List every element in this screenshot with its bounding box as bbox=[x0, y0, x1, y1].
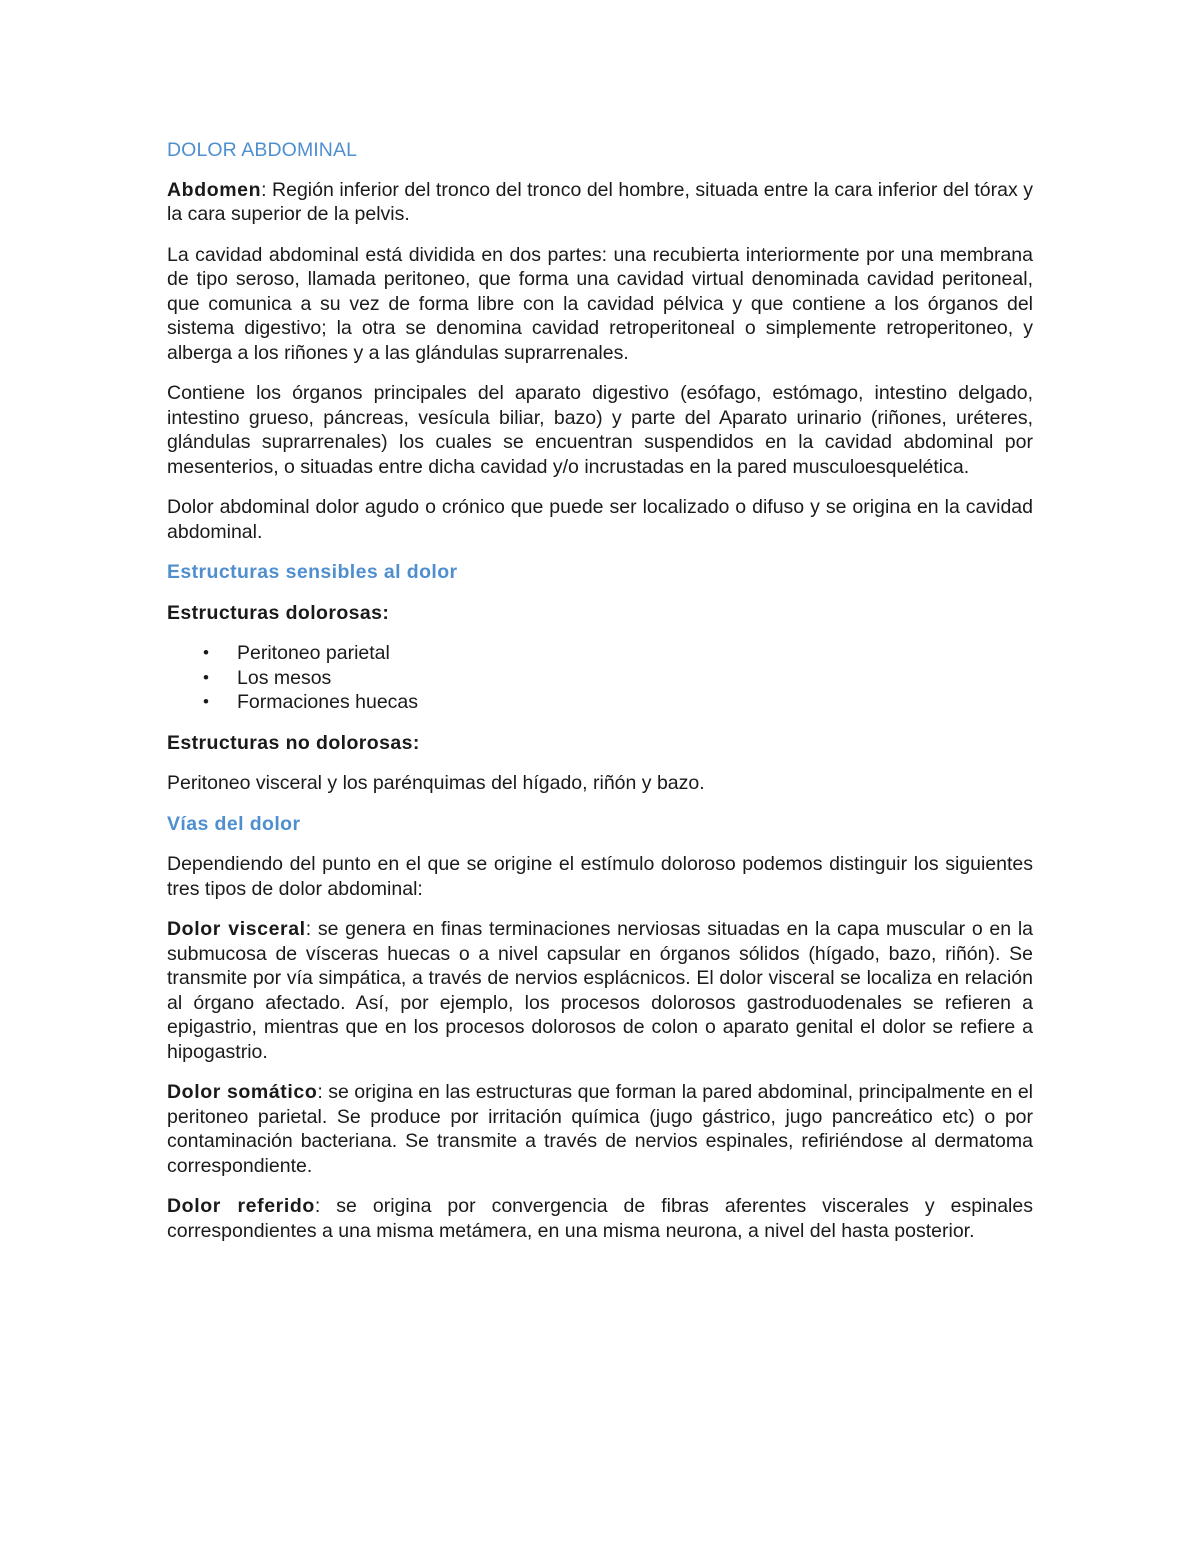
subheading-estructuras-no-dolorosas: Estructuras no dolorosas: bbox=[167, 731, 420, 754]
bullet-icon: • bbox=[203, 692, 209, 711]
paragraph-dolor-abdominal: Dolor abdominal dolor agudo o crónico que puede ser localizado o difuso y se origina en la cavidad abdominal. bbox=[167, 496, 1033, 543]
term-dolor-visceral: Dolor visceral bbox=[167, 918, 306, 940]
dolor-somatico-text: : se origina en las estructuras que forman la pared abdominal, principalmente en el peritoneo parietal. Se produce por irritación química (jugo gástrico, jugo pancreático etc) o por contaminación bacteriana. Se transmite a través de nervios espinales, refiriéndose al dermatoma correspondiente. bbox=[167, 1081, 1033, 1177]
term-dolor-somatico: Dolor somático bbox=[167, 1081, 318, 1103]
bullet-list-dolorosas bbox=[167, 641, 1033, 715]
list-item bbox=[167, 690, 1033, 715]
term-abdomen: Abdomen bbox=[167, 178, 262, 201]
paragraph-no-dolorosas: Peritoneo visceral y los parénquimas del hígado, riñón y bazo. bbox=[167, 772, 705, 794]
subheading-estructuras-dolorosas: Estructuras dolorosas: bbox=[167, 601, 390, 624]
document-title: DOLOR ABDOMINAL bbox=[167, 139, 358, 161]
paragraph-dependiendo: Dependiendo del punto en el que se origine el estímulo doloroso podemos distinguir los siguientes tres tipos de dolor abdominal: bbox=[167, 853, 1033, 900]
list-item-text: Los mesos bbox=[237, 666, 332, 689]
paragraph-dolor-referido bbox=[167, 1194, 1033, 1243]
paragraph-dolor-visceral bbox=[167, 917, 1033, 1064]
paragraph-contiene: Contiene los órganos principales del aparato digestivo (esófago, estómago, intestino delgado, intestino grueso, páncreas, vesícula biliar, bazo) y parte del Aparato urinario (riñones, uréteres, glándulas suprarrenales) los cuales se encuentran suspendidos en la cavidad abdominal por mesenterios, o situadas entre dicha cavidad y/o incrustadas en la pared musculoesquelética. bbox=[167, 382, 1033, 478]
list-item bbox=[167, 641, 1033, 666]
bullet-icon: • bbox=[203, 643, 209, 662]
term-dolor-referido: Dolor referido bbox=[167, 1195, 315, 1217]
heading-estructuras-sensibles: Estructuras sensibles al dolor bbox=[167, 561, 458, 583]
heading-vias-del-dolor: Vías del dolor bbox=[167, 812, 301, 835]
document-page bbox=[167, 138, 1033, 1259]
abdomen-definition: : Región inferior del tronco del tronco del hombre, situada entre la cara inferior del tórax y la cara superior de la pelvis. bbox=[167, 178, 1033, 225]
paragraph-dolor-somatico bbox=[167, 1080, 1033, 1178]
bullet-icon: • bbox=[203, 667, 209, 687]
list-item-text: Formaciones huecas bbox=[237, 691, 419, 713]
list-item bbox=[167, 666, 1033, 691]
paragraph-abdomen bbox=[167, 178, 1033, 227]
paragraph-cavidad: La cavidad abdominal está dividida en dos partes: una recubierta interiormente por una membrana de tipo seroso, llamada peritoneo, que forma una cavidad virtual denominada cavidad peritoneal, que comunica a su vez de forma libre con la cavidad pélvica y que contiene a los órganos del sistema digestivo; la otra se denomina cavidad retroperitoneal o simplemente retroperitoneo, y alberga a los riñones y a las glándulas suprarrenales. bbox=[167, 243, 1033, 364]
list-item-text: Peritoneo parietal bbox=[237, 642, 390, 664]
dolor-visceral-text: : se genera en finas terminaciones nerviosas situadas en la capa muscular o en la submucosa de vísceras huecas o a nivel capsular en órganos sólidos (hígado, bazo, riñón). Se transmite por vía simpática, a través de nervios esplácnicos. El dolor visceral se localiza en relación al órgano afectado. Así, por ejemplo, los procesos dolorosos gastroduodenales se refieren a epigastrio, mientras que en los procesos dolorosos de colon o aparato genital el dolor se refiere a hipogastrio. bbox=[167, 918, 1033, 1063]
dolor-referido-text: : se origina por convergencia de fibras aferentes viscerales y espinales correspondientes a una misma metámera, en una misma neurona, a nivel del hasta posterior. bbox=[167, 1195, 1033, 1242]
